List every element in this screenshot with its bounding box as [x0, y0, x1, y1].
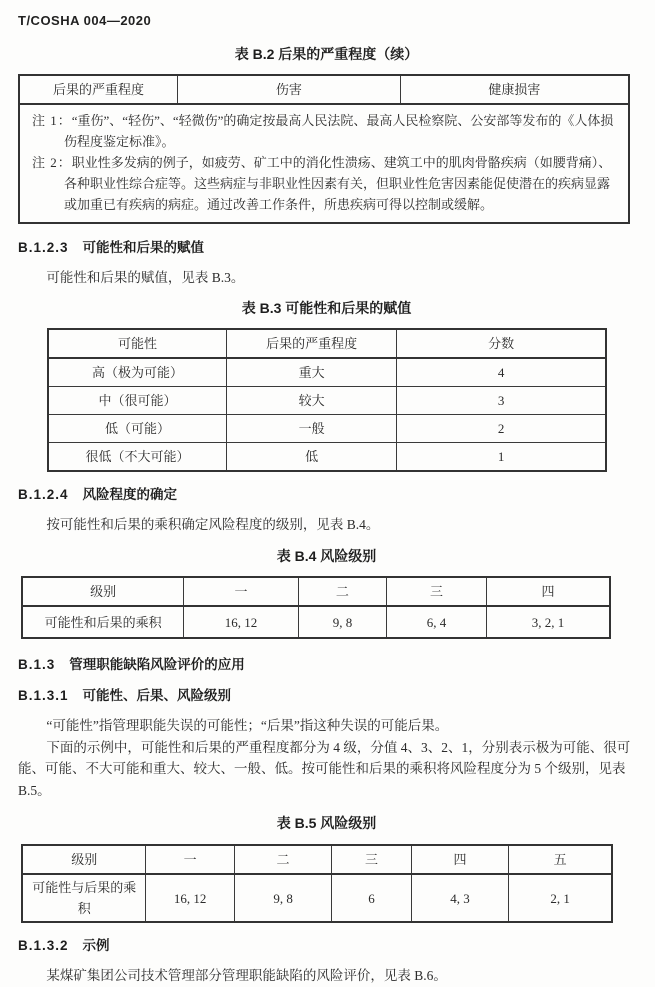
table-b3-cell: 中（很可能） [48, 386, 227, 414]
table-b2-note-2 [32, 152, 619, 215]
table-b4-header-3: 三 [387, 577, 487, 606]
section-b123-heading [18, 239, 635, 257]
table-b4-cell: 16, 12 [184, 606, 299, 638]
section-b124-heading [18, 486, 635, 504]
section-b123-title: 可能性和后果的赋值 [82, 240, 205, 255]
section-b123-number: B.1.2.3 [18, 240, 69, 255]
table-b4 [21, 576, 611, 639]
table-b3-cell: 很低（不大可能） [48, 442, 227, 471]
table-b5-cell: 9, 8 [234, 874, 331, 922]
section-b132-number: B.1.3.2 [18, 938, 69, 953]
table-b3-cell: 重大 [227, 358, 397, 387]
note-2-text: 职业性多发病的例子，如疲劳、矿工中的消化性溃疡、建筑工中的肌肉骨骼疾病（如腰背痛）、各种职业性综合症等。这些病症与非职业性因素有关，但职业性危害因素能促使潜在的疾病显露或加重已有疾病的病症。通过改善工作条件，所患疾病可得以控制或缓解。 [64, 155, 612, 212]
table-b3-header-row [48, 329, 606, 358]
table-b3-cell: 低 [227, 442, 397, 471]
table-b5-header-4: 四 [411, 845, 508, 874]
table-b3-header-severity: 后果的严重程度 [227, 329, 397, 358]
table-row [48, 358, 606, 387]
table-b5-header-2: 二 [234, 845, 331, 874]
table-b5-row-label: 可能性与后果的乘积 [22, 874, 146, 922]
table-b4-header-row [22, 577, 610, 606]
section-b131-paragraph-2: 下面的示例中，可能性和后果的严重程度都分为 4 级，分值 4、3、2、1，分别表示极为可能、很可能、可能、不大可能和重大、较大、一般、低。按可能性和后果的乘积将风险程度分为 5 个级别，见表 B.5。 [18, 739, 631, 798]
table-b3-cell: 4 [397, 358, 606, 387]
table-b5-cell: 6 [332, 874, 412, 922]
table-row [48, 442, 606, 471]
section-b13-number: B.1.3 [18, 657, 56, 672]
table-b3-cell: 低（可能） [48, 414, 227, 442]
section-b124-number: B.1.2.4 [18, 486, 69, 502]
table-b4-cell: 9, 8 [298, 606, 386, 638]
table-b5-title: 表 B.5 风险级别 [276, 815, 377, 831]
table-b3-cell: 高（极为可能） [48, 358, 227, 387]
table-b4-title: 表 B.4 风险级别 [276, 548, 377, 564]
table-b5-header-level: 级别 [22, 845, 146, 874]
doc-code: T/COSHA 004—2020 [18, 13, 152, 28]
table-b4-cell: 6, 4 [387, 606, 487, 638]
table-b2-header-row [19, 75, 629, 104]
section-b124-title: 风险程度的确定 [82, 486, 178, 502]
table-b3-cell: 一般 [227, 414, 397, 442]
table-row [48, 414, 606, 442]
table-row [22, 606, 610, 638]
table-b3 [47, 328, 607, 472]
table-b5-header-5: 五 [509, 845, 612, 874]
section-b13-heading [18, 656, 635, 674]
table-b4-header-level: 级别 [22, 577, 184, 606]
section-b123-paragraph: 可能性和后果的赋值，见表 B.3。 [46, 270, 245, 285]
table-b3-cell: 较大 [227, 386, 397, 414]
table-b3-title: 表 B.3 可能性和后果的赋值 [241, 299, 412, 316]
section-b124-paragraph: 按可能性和后果的乘积确定风险程度的级别，见表 B.4。 [46, 516, 380, 532]
table-b2 [18, 74, 630, 224]
section-b131-heading [18, 687, 635, 705]
table-b2-header-health: 健康损害 [400, 75, 629, 104]
table-b2-title: 表 B.2 后果的严重程度（续） [234, 46, 419, 62]
table-b2-notes-row [19, 104, 629, 223]
section-b132-paragraph: 某煤矿集团公司技术管理部分管理职能缺陷的风险评价，见表 B.6。 [46, 968, 447, 983]
table-b2-notes-cell [19, 104, 629, 223]
table-b2-note-1 [32, 110, 619, 152]
section-b132-heading [18, 937, 635, 955]
section-b132-title: 示例 [82, 938, 110, 953]
table-b5 [21, 844, 613, 923]
section-b131-title: 可能性、后果、风险级别 [82, 688, 232, 703]
section-b13-title: 管理职能缺陷风险评价的应用 [69, 657, 245, 672]
table-row [22, 874, 612, 922]
table-b4-header-2: 二 [298, 577, 386, 606]
section-b131-number: B.1.3.1 [18, 688, 69, 703]
table-b4-header-4: 四 [486, 577, 610, 606]
table-b4-row-label: 可能性和后果的乘积 [22, 606, 184, 638]
table-b3-cell: 3 [397, 386, 606, 414]
table-row [48, 386, 606, 414]
table-b5-header-3: 三 [332, 845, 412, 874]
table-b5-header-1: 一 [146, 845, 235, 874]
table-b3-header-score: 分数 [397, 329, 606, 358]
table-b3-cell: 2 [397, 414, 606, 442]
note-1-text: “重伤”、“轻伤”、“轻微伤”的确定按最高人民法院、最高人民检察院、公安部等发布的《人体损伤程度鉴定标准》。 [64, 113, 614, 149]
table-b3-header-possibility: 可能性 [48, 329, 227, 358]
note-1-label: 注 1： [32, 113, 72, 128]
table-b2-header-injury: 伤害 [178, 75, 401, 104]
section-b131-paragraph-1: “可能性”指管理职能失误的可能性；“后果”指这种失误的可能后果。 [46, 718, 449, 733]
table-b2-header-severity: 后果的严重程度 [19, 75, 178, 104]
table-b5-cell: 4, 3 [411, 874, 508, 922]
table-b4-header-1: 一 [184, 577, 299, 606]
table-b3-cell: 1 [397, 442, 606, 471]
note-2-label: 注 2： [32, 155, 72, 170]
table-b5-cell: 16, 12 [146, 874, 235, 922]
table-b5-cell: 2, 1 [509, 874, 612, 922]
table-b4-cell: 3, 2, 1 [486, 606, 610, 638]
